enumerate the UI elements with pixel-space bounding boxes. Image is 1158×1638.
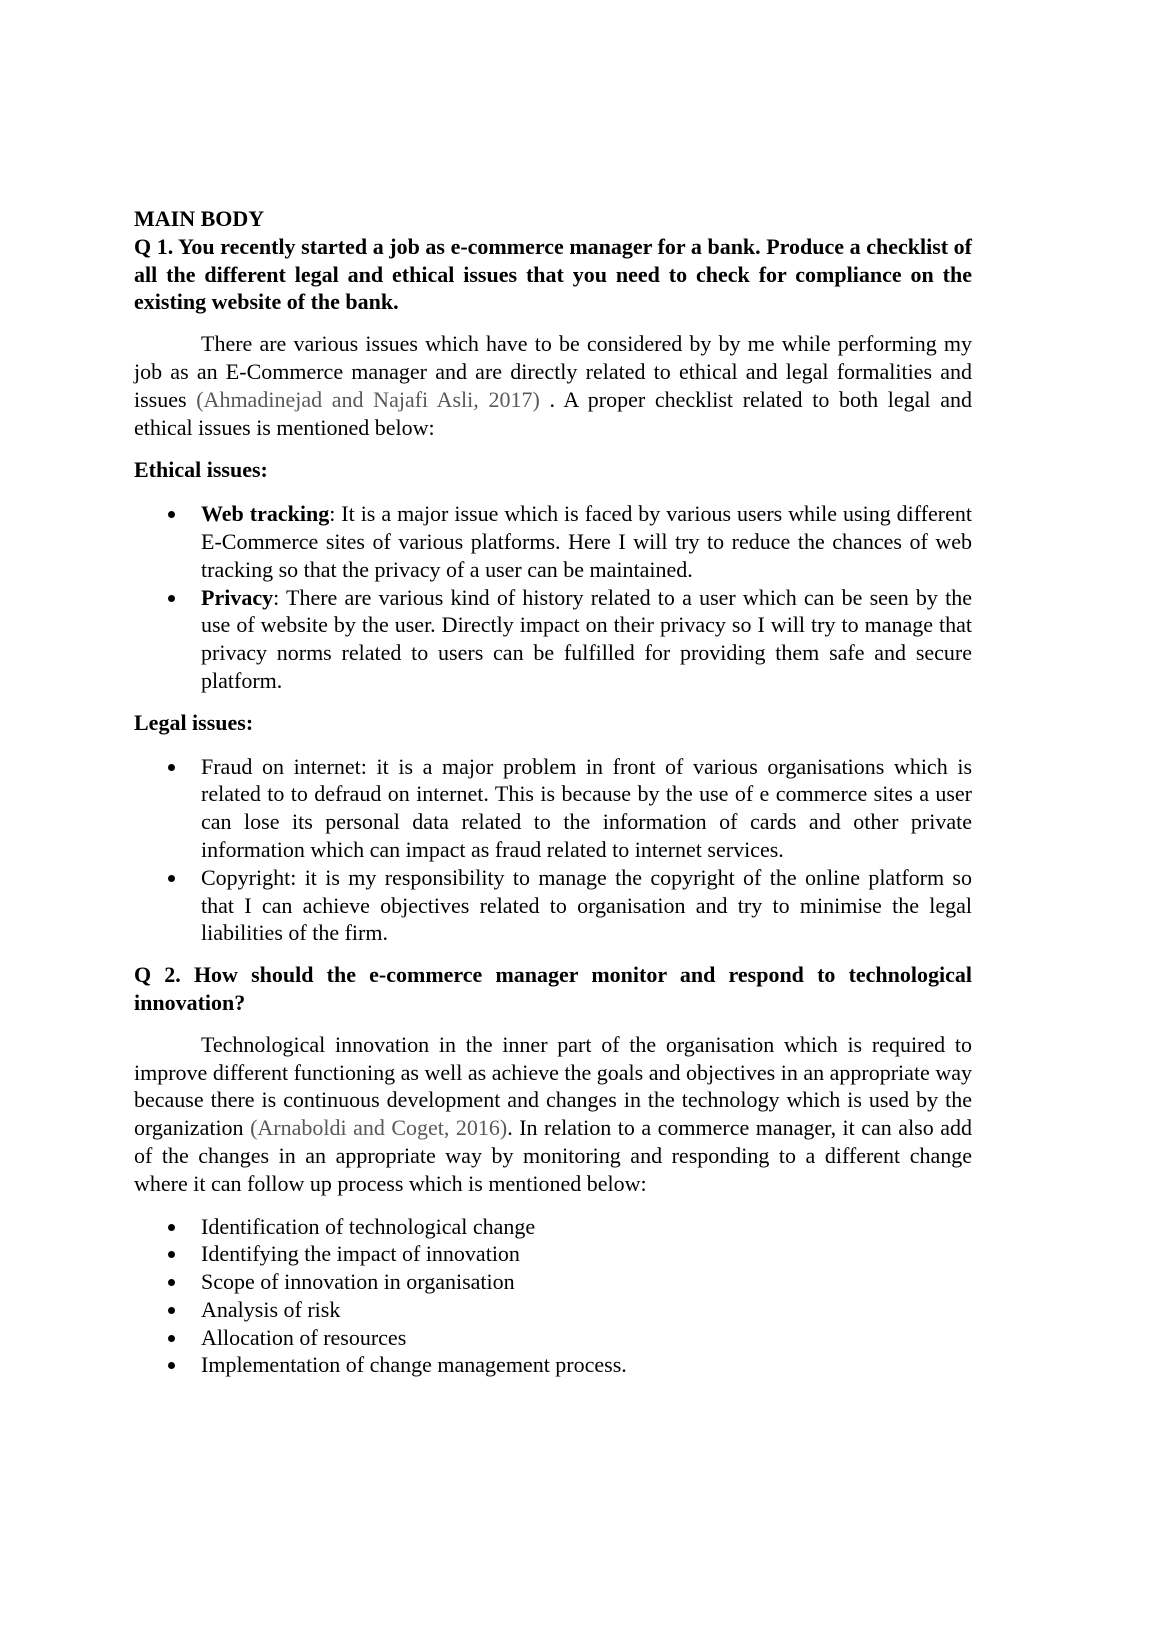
list-item-term: Privacy	[201, 584, 274, 610]
list-item-text: Implementation of change management process.	[201, 1352, 627, 1378]
process-steps-list	[134, 1213, 972, 1380]
list-item-text: Copyright: it is my responsibility to manage the copyright of the online platform so that I can achieve objectives related to organisation and try to minimise the legal liabilities of the firm.	[201, 864, 972, 946]
bullet-icon	[168, 1335, 175, 1342]
list-item	[134, 864, 972, 947]
list-item	[134, 1240, 972, 1268]
section-heading: MAIN BODY	[134, 206, 265, 231]
list-item-text: Analysis of risk	[201, 1296, 341, 1322]
ethical-issues-list	[134, 500, 972, 695]
list-item	[134, 1296, 972, 1324]
bullet-icon	[168, 1362, 175, 1369]
bullet-icon	[168, 764, 175, 771]
paragraph-text: . A proper checklist related to both legal and ethical issues is mentioned below:	[134, 386, 972, 440]
bullet-icon	[168, 1224, 175, 1231]
list-item-text: Identifying the impact of innovation	[201, 1241, 520, 1267]
bullet-icon	[168, 595, 175, 602]
list-item	[134, 1324, 972, 1352]
list-item	[134, 584, 972, 695]
legal-issues-list	[134, 753, 972, 948]
bullet-icon	[168, 1279, 175, 1286]
ethical-issues-title: Ethical issues:	[134, 457, 268, 483]
list-item-term: Web tracking	[201, 501, 330, 527]
q1-intro-paragraph	[134, 330, 972, 441]
list-item-text: Scope of innovation in organisation	[201, 1269, 515, 1295]
list-item-text: Identification of technological change	[201, 1213, 536, 1239]
list-item-text: Fraud on internet: it is a major problem in front of various organisations which is related to to defraud on internet. This is because by the use of e commerce sites a user can lose its personal data related to the information of cards and other private information which can impact as fraud related to internet services.	[201, 753, 972, 862]
bullet-icon	[168, 875, 175, 882]
question-2: Q 2. How should the e-commerce manager monitor and respond to technological innovation?	[134, 962, 972, 1015]
main-body	[134, 205, 972, 1379]
paragraph-text: There are various issues which have to be considered by by me while performing my job as an E-Commerce manager and are directly related to ethical and legal formalities and issues	[134, 331, 972, 412]
q2-answer-paragraph	[134, 1031, 972, 1198]
bullet-icon	[168, 1307, 175, 1314]
bullet-icon	[168, 1251, 175, 1258]
list-item	[134, 1213, 972, 1241]
citation: (Ahmadinejad and Najafi Asli, 2017)	[196, 386, 540, 412]
paragraph-text: Technological innovation in the inner part of the organisation which is required to improve different functioning as well as achieve the goals and objectives in an appropriate way because there is continuous development and changes in the technology which is used by the organization	[134, 1031, 972, 1141]
legal-issues-title: Legal issues:	[134, 709, 254, 735]
list-item-text: : It is a major issue which is faced by various users while using different E-Commerce sites of various platforms. Here I will try to reduce the chances of web tracking so that the privacy of a user can be maintained.	[201, 501, 972, 582]
list-item	[134, 1268, 972, 1296]
list-item-text: Allocation of resources	[201, 1324, 407, 1350]
paragraph-text: . In relation to a commerce manager, it can also add of the changes in an appropriate way by monitoring and responding to a different change where it can follow up process which is mentioned below:	[134, 1115, 973, 1196]
question-1: Q 1. You recently started a job as e-commerce manager for a bank. Produce a checklist of all the different legal and ethical issues that you need to check for compliance on the existing website of the bank.	[134, 233, 972, 315]
list-item	[134, 500, 972, 583]
list-item	[134, 753, 972, 864]
bullet-icon	[168, 511, 175, 518]
citation: (Arnaboldi and Coget, 2016)	[250, 1115, 508, 1141]
list-item	[134, 1351, 972, 1379]
list-item-text: : There are various kind of history related to a user which can be seen by the use of website by the user. Directly impact on their privacy so I will try to manage that privacy norms related to users can be fulfilled for providing them safe and secure platform.	[201, 584, 972, 693]
